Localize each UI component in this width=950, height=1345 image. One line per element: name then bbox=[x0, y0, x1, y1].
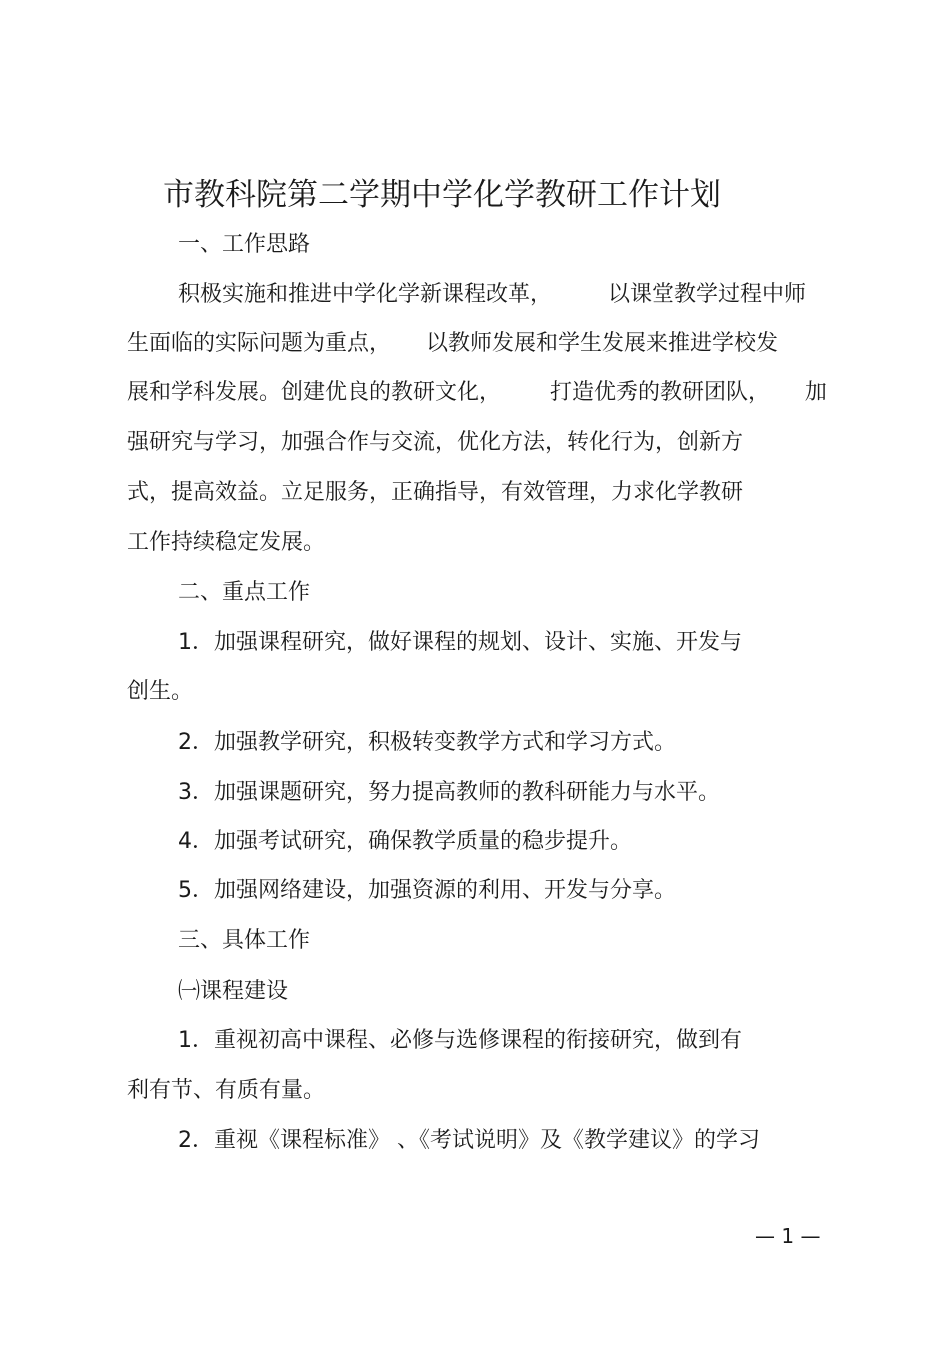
paragraph-line: 展和学科发展。创建优良的教研文化， 打造优秀的教研团队， 加 bbox=[127, 380, 827, 405]
list-item: 2．加强教学研究，积极转变教学方式和学习方式。 bbox=[178, 730, 676, 755]
list-item-continuation: 利有节、有质有量。 bbox=[127, 1078, 326, 1103]
list-item: 2．重视《课程标准》 、《考试说明》及《教学建议》的学习 bbox=[178, 1128, 760, 1153]
paragraph-line: 工作持续稳定发展。 bbox=[127, 530, 326, 555]
section-heading-3: 三、具体工作 bbox=[178, 928, 311, 953]
subsection-heading: ㈠课程建设 bbox=[178, 979, 289, 1004]
section-heading-2: 二、重点工作 bbox=[178, 580, 311, 605]
list-item: 3．加强课题研究，努力提高教师的教科研能力与水平。 bbox=[178, 780, 720, 805]
document-title: 市教科院第二学期中学化学教研工作计划 bbox=[163, 177, 721, 213]
paragraph-line: 积极实施和推进中学化学新课程改革， 以课堂教学过程中师 bbox=[178, 282, 806, 307]
list-item: 1．重视初高中课程、必修与选修课程的衔接研究，做到有 bbox=[178, 1028, 742, 1053]
paragraph-line: 式，提高效益。立足服务，正确指导，有效管理，力求化学教研 bbox=[127, 480, 744, 505]
paragraph-line: 生面临的实际问题为重点， 以教师发展和学生发展来推进学校发 bbox=[127, 331, 778, 356]
list-item: 5．加强网络建设，加强资源的利用、开发与分享。 bbox=[178, 878, 676, 903]
list-item: 1．加强课程研究，做好课程的规划、设计、实施、开发与 bbox=[178, 630, 742, 655]
list-item-continuation: 创生。 bbox=[127, 679, 194, 704]
list-item: 4．加强考试研究，确保教学质量的稳步提升。 bbox=[178, 829, 632, 854]
page-number: — 1 — bbox=[755, 1224, 821, 1248]
paragraph-line: 强研究与学习，加强合作与交流，优化方法，转化行为，创新方 bbox=[127, 430, 744, 455]
section-heading-1: 一、工作思路 bbox=[178, 232, 311, 257]
